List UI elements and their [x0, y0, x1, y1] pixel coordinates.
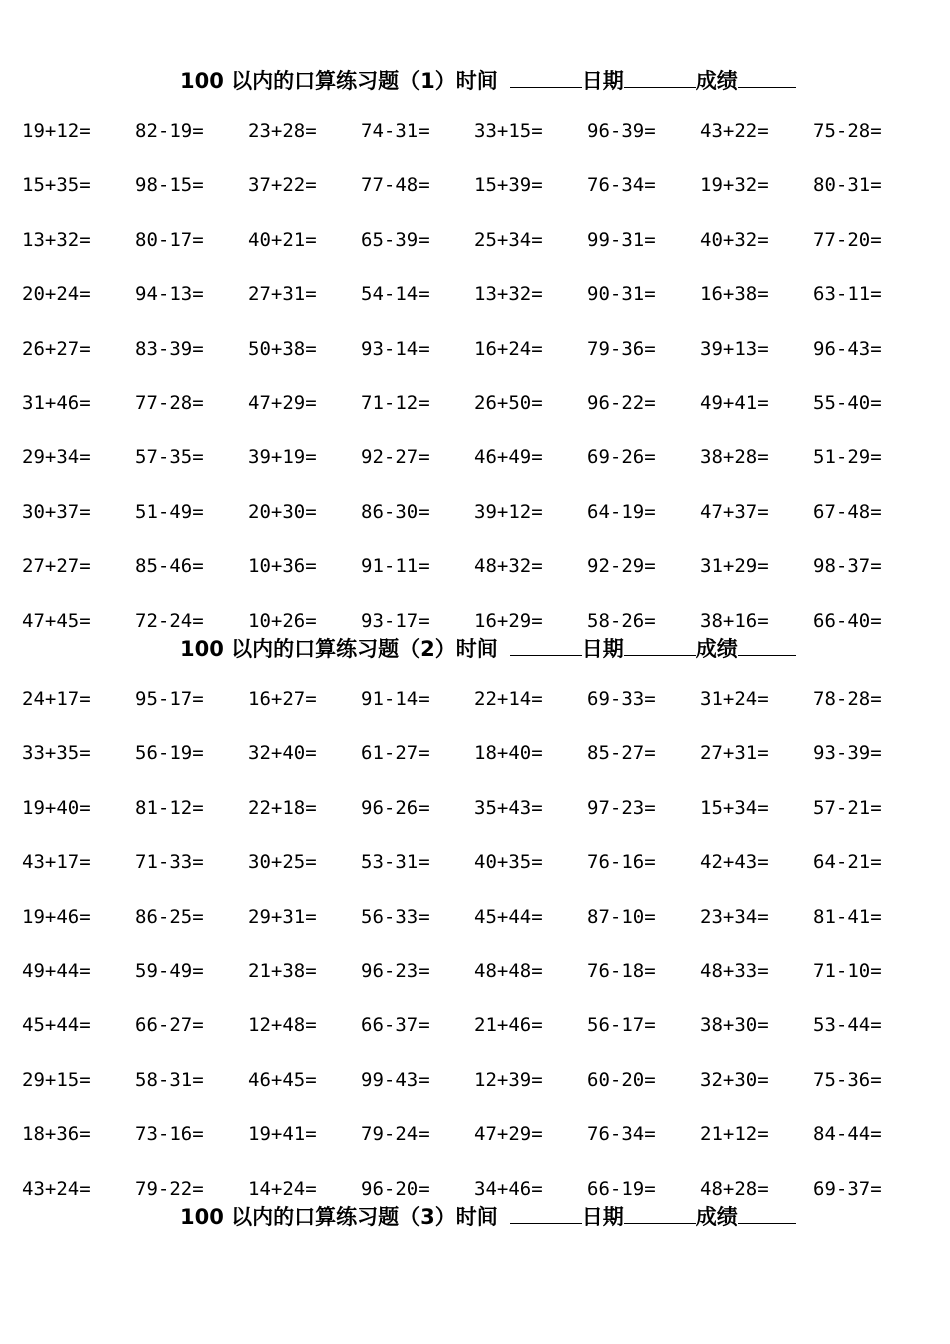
time-label: 时间	[455, 637, 498, 661]
problem: 19+41=	[248, 1123, 317, 1146]
problem: 43+22=	[700, 120, 769, 142]
problem: 79-36=	[587, 337, 656, 360]
problem: 76-16=	[587, 851, 656, 874]
problem: 50+38=	[248, 337, 317, 360]
sheet-title	[180, 1200, 950, 1234]
problem: 96-20=	[361, 1177, 430, 1200]
title-prefix: 100 以内的口算练习题	[180, 637, 400, 661]
problem: 12+48=	[248, 1014, 317, 1037]
exercise-sheet-3	[0, 1200, 950, 1234]
problem: 25+34=	[474, 228, 543, 251]
problem: 59-49=	[135, 959, 204, 982]
problem-row	[0, 958, 950, 1012]
problem: 45+44=	[22, 1014, 91, 1037]
problem: 39+19=	[248, 446, 317, 469]
problem: 80-17=	[135, 228, 204, 251]
problem: 98-15=	[135, 174, 204, 197]
problem: 47+45=	[22, 609, 91, 632]
problem: 27+31=	[700, 742, 769, 765]
exercise-sheet-2	[0, 632, 950, 1230]
problem: 15+35=	[22, 174, 91, 197]
sheet-title	[180, 632, 950, 666]
problem-row	[0, 281, 950, 335]
problem: 94-13=	[135, 283, 204, 306]
problem: 27+27=	[22, 555, 91, 578]
problem: 22+14=	[474, 688, 543, 710]
problem: 51-49=	[135, 500, 204, 523]
problem: 51-29=	[813, 446, 882, 469]
problem: 98-37=	[813, 555, 882, 578]
problem: 39+13=	[700, 337, 769, 360]
problem: 65-39=	[361, 228, 430, 251]
problem-row	[0, 795, 950, 849]
problem: 92-29=	[587, 555, 656, 578]
problem: 86-25=	[135, 905, 204, 928]
problem: 58-26=	[587, 609, 656, 632]
problem: 48+32=	[474, 555, 543, 578]
problem: 16+38=	[700, 283, 769, 306]
sheet-number: （1）	[399, 69, 456, 93]
problem: 61-27=	[361, 742, 430, 765]
problem: 20+24=	[22, 283, 91, 306]
problem: 76-34=	[587, 174, 656, 197]
problem: 15+39=	[474, 174, 543, 197]
problem: 30+25=	[248, 851, 317, 874]
date-blank[interactable]	[624, 1203, 696, 1224]
problem: 32+30=	[700, 1068, 769, 1091]
time-blank[interactable]	[510, 1203, 582, 1224]
problem: 19+40=	[22, 796, 91, 819]
problem: 23+28=	[248, 120, 317, 142]
date-blank[interactable]	[624, 67, 696, 88]
problem: 10+26=	[248, 609, 317, 632]
problem: 56-19=	[135, 742, 204, 765]
problem: 10+36=	[248, 555, 317, 578]
problem: 66-40=	[813, 609, 882, 632]
problem: 77-48=	[361, 174, 430, 197]
problem: 13+32=	[22, 228, 91, 251]
problem: 69-37=	[813, 1177, 882, 1200]
problem: 96-43=	[813, 337, 882, 360]
problem: 86-30=	[361, 500, 430, 523]
problem: 18+40=	[474, 742, 543, 765]
problem: 90-31=	[587, 283, 656, 306]
problem: 91-14=	[361, 688, 430, 710]
problem: 57-21=	[813, 796, 882, 819]
time-label: 时间	[455, 69, 498, 93]
problem: 35+43=	[474, 796, 543, 819]
problem: 23+34=	[700, 905, 769, 928]
problem: 72-24=	[135, 609, 204, 632]
problem: 34+46=	[474, 1177, 543, 1200]
problem: 38+28=	[700, 446, 769, 469]
problem: 40+21=	[248, 228, 317, 251]
score-label: 成绩	[695, 1205, 738, 1229]
problem-row	[0, 336, 950, 390]
problem: 74-31=	[361, 120, 430, 142]
problem: 19+32=	[700, 174, 769, 197]
problem: 60-20=	[587, 1068, 656, 1091]
problem: 22+18=	[248, 796, 317, 819]
problem: 96-23=	[361, 959, 430, 982]
problem: 91-11=	[361, 555, 430, 578]
problem: 46+45=	[248, 1068, 317, 1091]
title-prefix: 100 以内的口算练习题	[180, 1205, 400, 1229]
problem: 47+29=	[474, 1123, 543, 1146]
problem-row	[0, 390, 950, 444]
problem: 85-27=	[587, 742, 656, 765]
problem: 21+12=	[700, 1123, 769, 1146]
problem: 53-31=	[361, 851, 430, 874]
exercise-sheet-1	[0, 64, 950, 662]
problem: 56-17=	[587, 1014, 656, 1037]
problem: 99-43=	[361, 1068, 430, 1091]
date-blank[interactable]	[624, 635, 696, 656]
problem: 45+44=	[474, 905, 543, 928]
problem: 43+17=	[22, 851, 91, 874]
problem: 96-22=	[587, 391, 656, 414]
problem: 55-40=	[813, 391, 882, 414]
problem: 58-31=	[135, 1068, 204, 1091]
problem: 15+34=	[700, 796, 769, 819]
problem: 48+48=	[474, 959, 543, 982]
problem: 40+35=	[474, 851, 543, 874]
problem: 93-17=	[361, 609, 430, 632]
problem: 96-26=	[361, 796, 430, 819]
date-label: 日期	[581, 1205, 624, 1229]
problem: 47+37=	[700, 500, 769, 523]
score-label: 成绩	[695, 69, 738, 93]
problem-row	[0, 227, 950, 281]
problem-row	[0, 172, 950, 226]
problem: 93-14=	[361, 337, 430, 360]
time-blank[interactable]	[510, 67, 582, 88]
problem: 26+50=	[474, 391, 543, 414]
problem: 49+44=	[22, 959, 91, 982]
problem: 33+35=	[22, 742, 91, 765]
problem: 66-27=	[135, 1014, 204, 1037]
problem: 21+46=	[474, 1014, 543, 1037]
problem: 27+31=	[248, 283, 317, 306]
problem-row	[0, 499, 950, 553]
problem: 67-48=	[813, 500, 882, 523]
problem: 77-28=	[135, 391, 204, 414]
date-label: 日期	[581, 637, 624, 661]
problem: 71-12=	[361, 391, 430, 414]
problem: 14+24=	[248, 1177, 317, 1200]
problem: 79-22=	[135, 1177, 204, 1200]
problem: 75-28=	[813, 120, 882, 142]
score-label: 成绩	[695, 637, 738, 661]
problem: 48+33=	[700, 959, 769, 982]
problem: 71-33=	[135, 851, 204, 874]
problem: 82-19=	[135, 120, 204, 142]
problem: 93-39=	[813, 742, 882, 765]
problem: 96-39=	[587, 120, 656, 142]
problem: 99-31=	[587, 228, 656, 251]
problem: 42+43=	[700, 851, 769, 874]
problem: 19+46=	[22, 905, 91, 928]
problem: 21+38=	[248, 959, 317, 982]
problem: 31+24=	[700, 688, 769, 710]
problem-row	[0, 1067, 950, 1121]
date-label: 日期	[581, 69, 624, 93]
problem: 64-21=	[813, 851, 882, 874]
problem: 71-10=	[813, 959, 882, 982]
problem: 66-19=	[587, 1177, 656, 1200]
problem: 69-33=	[587, 688, 656, 710]
problem: 54-14=	[361, 283, 430, 306]
problem: 39+12=	[474, 500, 543, 523]
score-blank[interactable]	[738, 1203, 796, 1224]
problem-grid	[0, 686, 950, 1230]
problem: 84-44=	[813, 1123, 882, 1146]
problem: 76-18=	[587, 959, 656, 982]
problem: 66-37=	[361, 1014, 430, 1037]
problem: 56-33=	[361, 905, 430, 928]
problem: 79-24=	[361, 1123, 430, 1146]
problem: 47+29=	[248, 391, 317, 414]
time-label: 时间	[455, 1205, 498, 1229]
problem: 97-23=	[587, 796, 656, 819]
problem: 31+46=	[22, 391, 91, 414]
problem: 20+30=	[248, 500, 317, 523]
problem: 92-27=	[361, 446, 430, 469]
problem: 40+32=	[700, 228, 769, 251]
problem: 53-44=	[813, 1014, 882, 1037]
problem: 49+41=	[700, 391, 769, 414]
problem-grid	[0, 118, 950, 662]
problem: 38+16=	[700, 609, 769, 632]
problem: 85-46=	[135, 555, 204, 578]
problem: 31+29=	[700, 555, 769, 578]
problem: 48+28=	[700, 1177, 769, 1200]
problem: 29+34=	[22, 446, 91, 469]
problem: 24+17=	[22, 688, 91, 710]
problem: 64-19=	[587, 500, 656, 523]
problem: 46+49=	[474, 446, 543, 469]
sheet-number: （2）	[399, 637, 456, 661]
problem-row	[0, 1012, 950, 1066]
problem: 78-28=	[813, 688, 882, 710]
problem: 37+22=	[248, 174, 317, 197]
problem: 32+40=	[248, 742, 317, 765]
problem: 81-12=	[135, 796, 204, 819]
problem: 13+32=	[474, 283, 543, 306]
problem: 19+12=	[22, 120, 91, 142]
problem-row	[0, 118, 950, 172]
score-blank[interactable]	[738, 67, 796, 88]
problem-row	[0, 1121, 950, 1175]
problem: 81-41=	[813, 905, 882, 928]
problem: 18+36=	[22, 1123, 91, 1146]
sheet-title	[180, 64, 950, 98]
problem: 73-16=	[135, 1123, 204, 1146]
score-blank[interactable]	[738, 635, 796, 656]
problem: 33+15=	[474, 120, 543, 142]
problem: 80-31=	[813, 174, 882, 197]
problem: 77-20=	[813, 228, 882, 251]
problem: 75-36=	[813, 1068, 882, 1091]
problem-row	[0, 686, 950, 740]
problem-row	[0, 904, 950, 958]
problem: 76-34=	[587, 1123, 656, 1146]
problem: 57-35=	[135, 446, 204, 469]
problem: 69-26=	[587, 446, 656, 469]
problem-row	[0, 444, 950, 498]
problem: 16+24=	[474, 337, 543, 360]
problem-row	[0, 849, 950, 903]
problem: 87-10=	[587, 905, 656, 928]
sheet-number: （3）	[399, 1205, 456, 1229]
problem: 12+39=	[474, 1068, 543, 1091]
problem: 95-17=	[135, 688, 204, 710]
problem: 63-11=	[813, 283, 882, 306]
problem: 26+27=	[22, 337, 91, 360]
problem: 83-39=	[135, 337, 204, 360]
problem: 16+29=	[474, 609, 543, 632]
problem: 43+24=	[22, 1177, 91, 1200]
problem: 29+31=	[248, 905, 317, 928]
problem-row	[0, 553, 950, 607]
problem: 30+37=	[22, 500, 91, 523]
problem: 29+15=	[22, 1068, 91, 1091]
problem-row	[0, 740, 950, 794]
title-prefix: 100 以内的口算练习题	[180, 69, 400, 93]
time-blank[interactable]	[510, 635, 582, 656]
problem: 16+27=	[248, 688, 317, 710]
problem: 38+30=	[700, 1014, 769, 1037]
